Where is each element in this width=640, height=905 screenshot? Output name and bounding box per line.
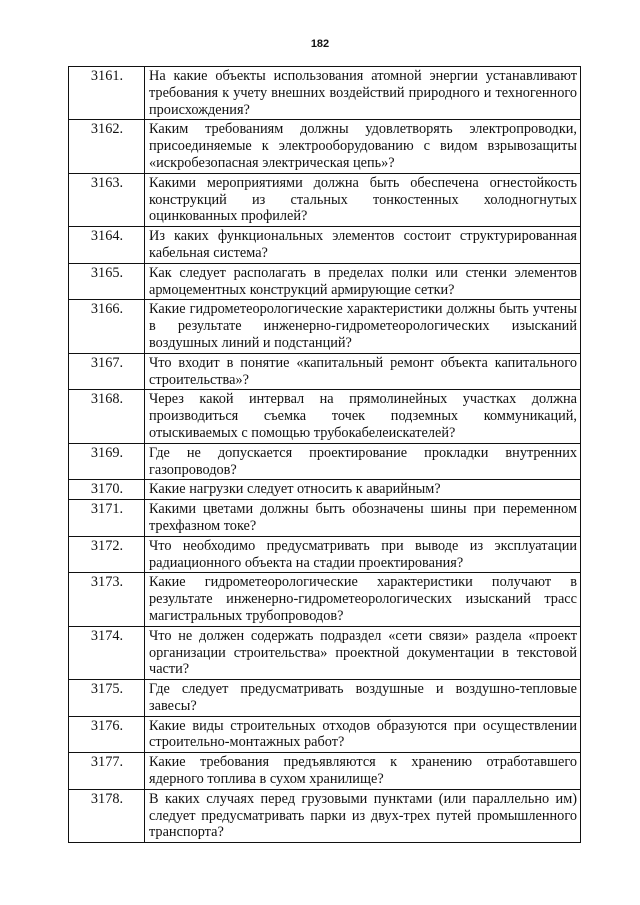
question-number: 3164.: [69, 227, 145, 264]
question-row: [69, 716, 581, 753]
question-number: 3177.: [69, 753, 145, 790]
question-number: 3178.: [69, 789, 145, 842]
question-text: Что входит в понятие «капитальный ремонт объекта капитального строительства»?: [145, 353, 581, 390]
page-number: 182: [310, 38, 330, 50]
question-row: [69, 300, 581, 353]
question-text: Каким требованиям должны удовлетворять электропроводки, присоединяемые к электрооборудованию с видом взрывозащиты «искробезопасная электрическая цепь»?: [145, 120, 581, 173]
question-text: В каких случаях перед грузовыми пунктами (или параллельно им) следует предусматривать парки из двух-трех путей промышленного транспорта?: [145, 789, 581, 842]
question-row: [69, 573, 581, 626]
question-text: Что не должен содержать подраздел «сети связи» раздела «проект организации строительства» проектной документации в текстовой части?: [145, 626, 581, 679]
question-number: 3161.: [69, 67, 145, 120]
question-row: [69, 173, 581, 226]
question-text: На какие объекты использования атомной энергии устанавливают требования к учету внешних воздействий природного и техногенного происхождения?: [145, 67, 581, 120]
question-number: 3170.: [69, 480, 145, 500]
question-row: [69, 480, 581, 500]
question-row: [69, 500, 581, 537]
question-text: Где не допускается проектирование прокладки внутренних газопроводов?: [145, 443, 581, 480]
question-text: Где следует предусматривать воздушные и воздушно-тепловые завесы?: [145, 680, 581, 717]
question-text: Через какой интервал на прямолинейных участках должна производиться съемка точек подземных коммуникаций, отыскиваемых с помощью трубокабелеискателей?: [145, 390, 581, 443]
question-text: Какими мероприятиями должна быть обеспечена огнестойкость конструкций из стальных тонкостенных холодногнутых оцинкованных профилей?: [145, 173, 581, 226]
question-number: 3171.: [69, 500, 145, 537]
question-text: Какими цветами должны быть обозначены шины при переменном трехфазном токе?: [145, 500, 581, 537]
question-number: 3173.: [69, 573, 145, 626]
questions-table: [68, 66, 581, 843]
question-text: Какие требования предъявляются к хранению отработавшего ядерного топлива в сухом хранилище?: [145, 753, 581, 790]
question-number: 3176.: [69, 716, 145, 753]
question-text: Какие гидрометеорологические характеристики получают в результате инженерно-гидрометеорологических изысканий трасс магистральных трубопроводов?: [145, 573, 581, 626]
question-number: 3169.: [69, 443, 145, 480]
question-text: Какие нагрузки следует относить к аварийным?: [145, 480, 581, 500]
question-text: Что необходимо предусматривать при выводе из эксплуатации радиационного объекта на стадии проектирования?: [145, 536, 581, 573]
question-number: 3167.: [69, 353, 145, 390]
question-row: [69, 67, 581, 120]
question-text: Какие гидрометеорологические характеристики должны быть учтены в результате инженерно-гидрометеорологических изысканий воздушных линий и подстанций?: [145, 300, 581, 353]
question-row: [69, 353, 581, 390]
question-row: [69, 789, 581, 842]
question-text: Из каких функциональных элементов состоит структурированная кабельная система?: [145, 227, 581, 264]
question-row: [69, 263, 581, 300]
question-text: Какие виды строительных отходов образуются при осуществлении строительно-монтажных работ?: [145, 716, 581, 753]
question-number: 3175.: [69, 680, 145, 717]
question-number: 3163.: [69, 173, 145, 226]
question-number: 3165.: [69, 263, 145, 300]
question-row: [69, 626, 581, 679]
question-row: [69, 680, 581, 717]
question-row: [69, 443, 581, 480]
question-row: [69, 227, 581, 264]
question-number: 3166.: [69, 300, 145, 353]
question-number: 3172.: [69, 536, 145, 573]
question-number: 3168.: [69, 390, 145, 443]
question-row: [69, 753, 581, 790]
question-text: Как следует располагать в пределах полки или стенки элементов армоцементных конструкций армирующие сетки?: [145, 263, 581, 300]
question-number: 3174.: [69, 626, 145, 679]
question-row: [69, 120, 581, 173]
question-row: [69, 536, 581, 573]
question-row: [69, 390, 581, 443]
question-number: 3162.: [69, 120, 145, 173]
